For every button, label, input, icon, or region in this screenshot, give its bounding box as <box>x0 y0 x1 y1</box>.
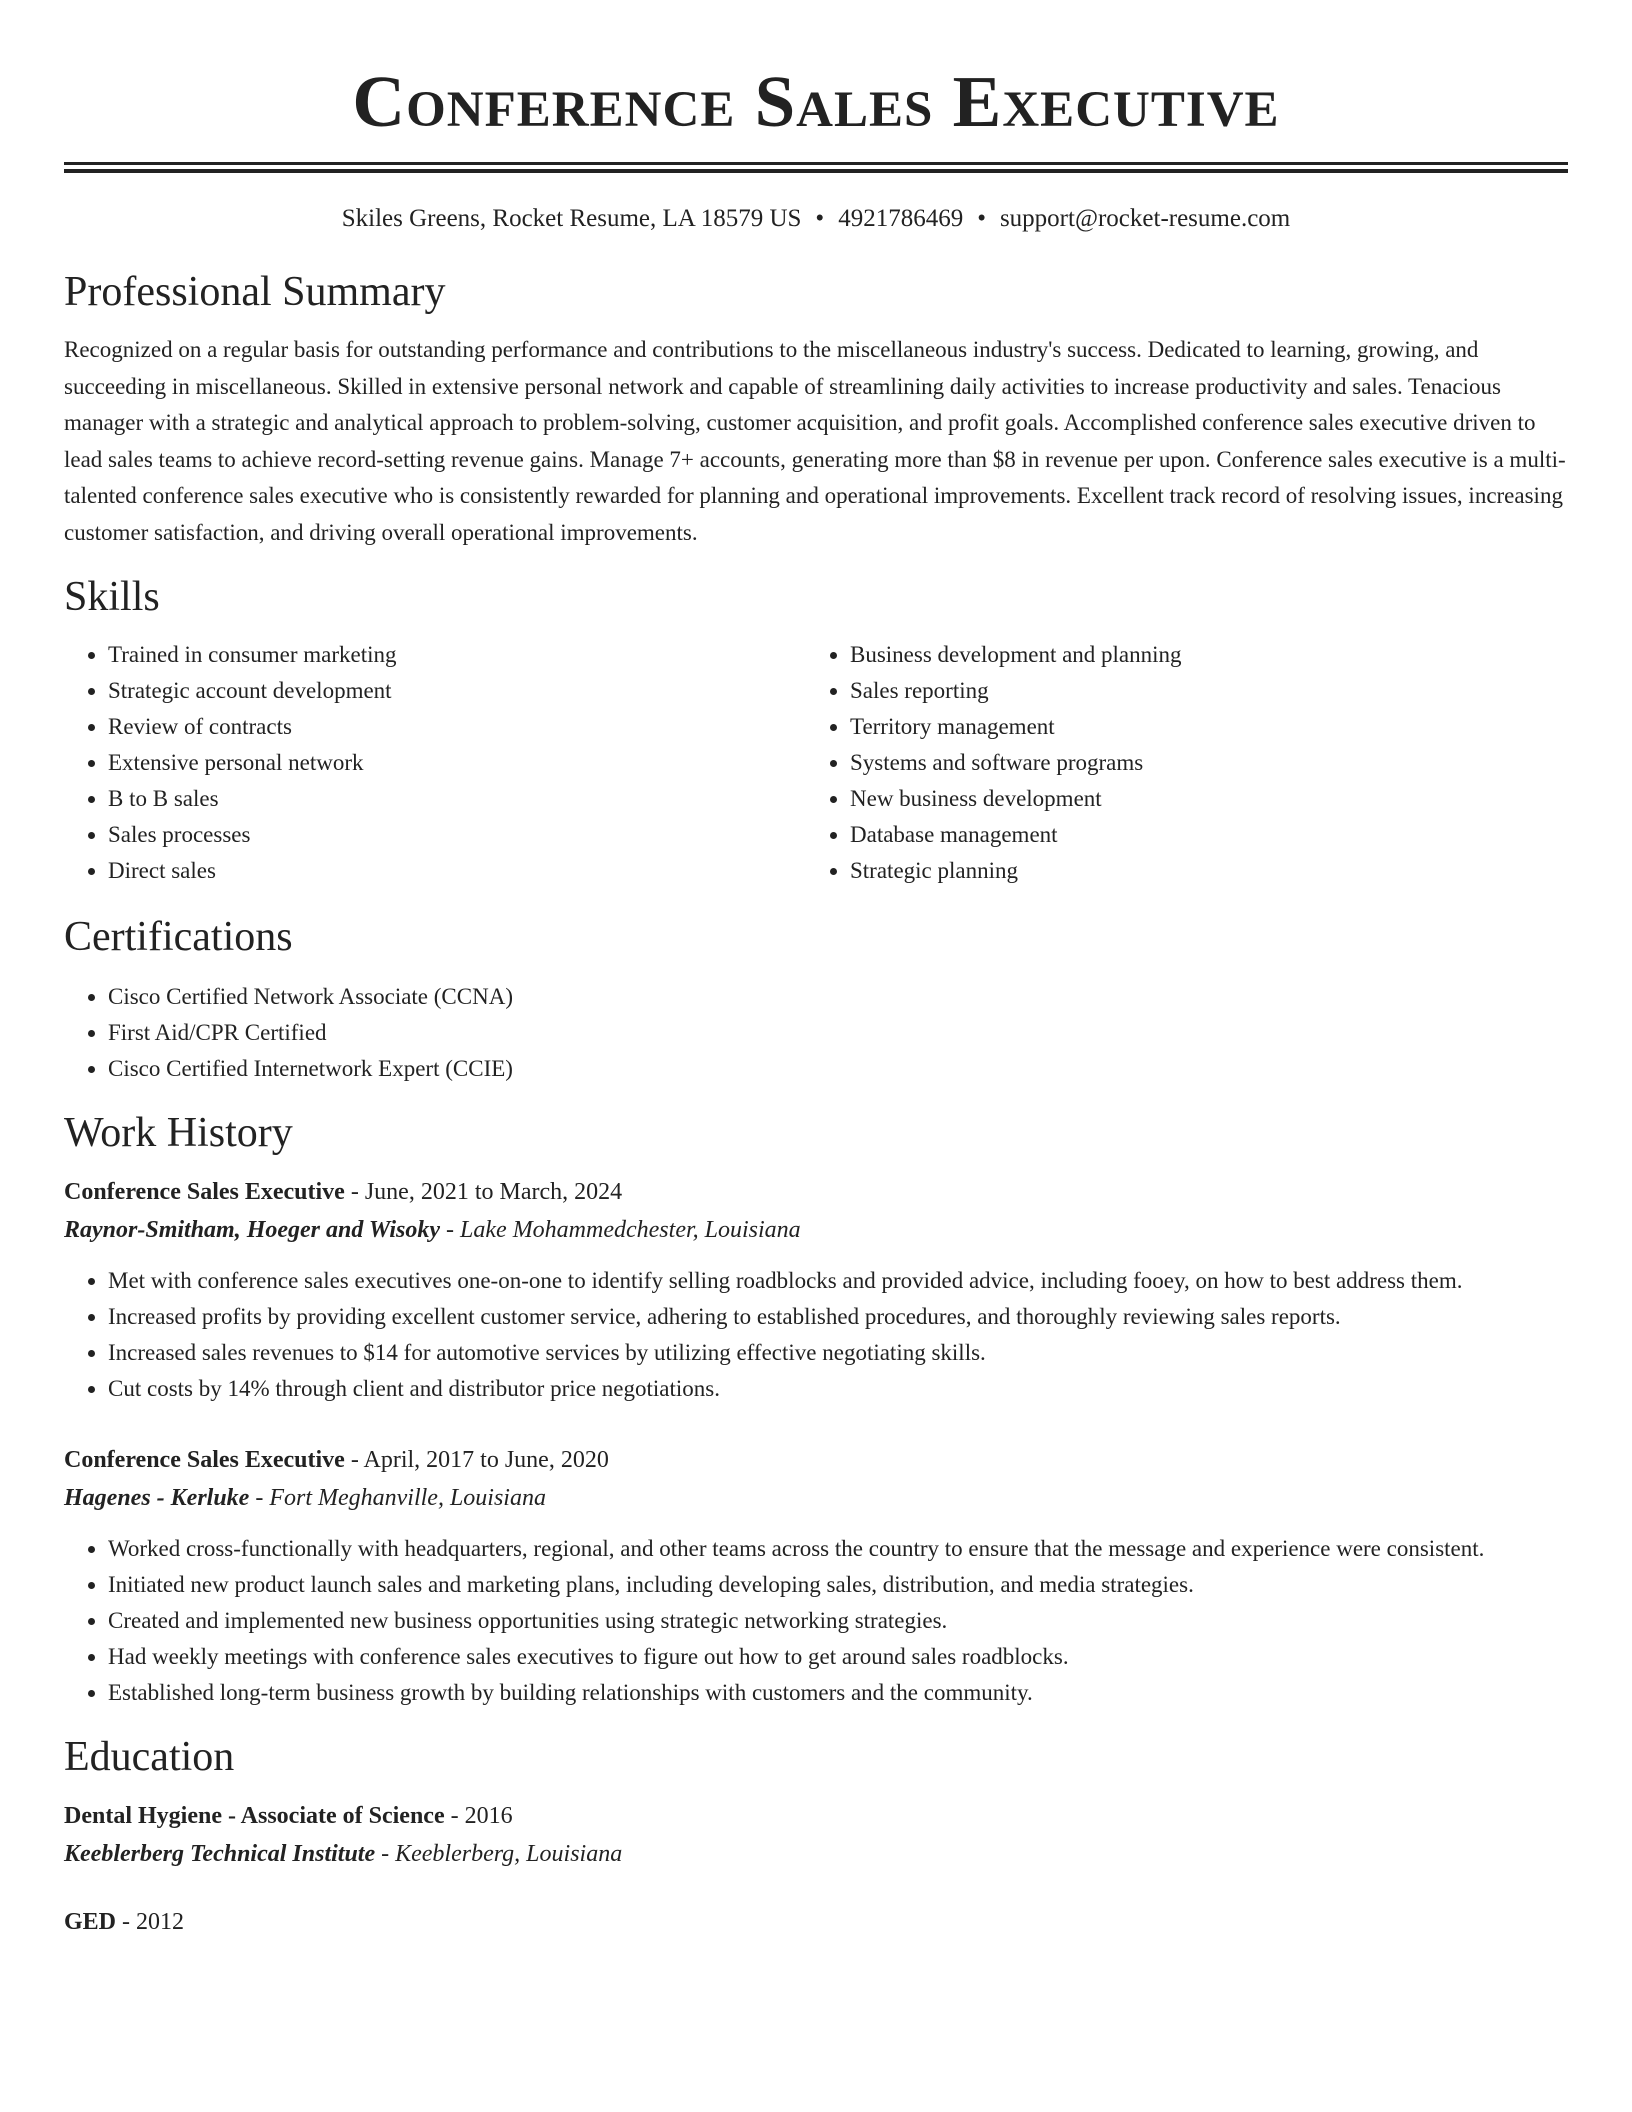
education-school: Keeblerberg Technical Institute <box>64 1841 376 1867</box>
section-heading-summary: Professional Summary <box>64 269 446 315</box>
skill-item: • Strategic planning <box>850 853 1548 889</box>
header-double-rule <box>64 162 1568 173</box>
skill-item: • Systems and software programs <box>850 745 1548 781</box>
skill-item: • B to B sales <box>108 781 806 817</box>
section-heading-education: Education <box>64 1734 235 1780</box>
job-bullets <box>64 1531 1568 1711</box>
job-role: Conference Sales Executive <box>64 1179 345 1205</box>
education-degree-line <box>64 1797 1568 1835</box>
job-dates: - June, 2021 to March, 2024 <box>344 1179 623 1205</box>
job-bullets <box>64 1263 1568 1407</box>
skill-item: • Trained in consumer marketing <box>108 637 806 673</box>
resume-name-title: Conference Sales Executive <box>352 61 1280 142</box>
job-dates: - April, 2017 to June, 2020 <box>344 1447 609 1473</box>
education-location: - Keeblerberg, Louisiana <box>375 1841 623 1867</box>
skill-item: • New business development <box>850 781 1548 817</box>
education-degree-line <box>64 1903 1568 1941</box>
job-title-line <box>64 1173 1568 1211</box>
job-bullet: • Increased sales revenues to $14 for automotive services by utilizing effective negotiating skills. <box>108 1335 1568 1371</box>
education-degree: Dental Hygiene - Associate of Science <box>64 1803 445 1829</box>
education-entry <box>64 1797 1568 1873</box>
contact-address: Skiles Greens, Rocket Resume, LA 18579 US <box>341 205 802 232</box>
education-year: - 2016 <box>444 1803 513 1829</box>
skills-grid <box>64 637 1568 889</box>
section-heading-work-history: Work History <box>64 1110 293 1156</box>
skill-item: • Business development and planning <box>850 637 1548 673</box>
job-entry <box>64 1173 1568 1407</box>
job-role: Conference Sales Executive <box>64 1447 345 1473</box>
job-company-line <box>64 1211 1568 1249</box>
job-bullet: • Cut costs by 14% through client and distributor price negotiations. <box>108 1371 1568 1407</box>
job-company: Hagenes - Kerluke <box>64 1485 250 1511</box>
job-bullet: • Had weekly meetings with conference sales executives to figure out how to get around sales roadblocks. <box>108 1639 1568 1675</box>
skills-column-left <box>64 637 806 889</box>
section-heading-skills: Skills <box>64 574 160 620</box>
skill-item: • Territory management <box>850 709 1548 745</box>
education-year: - 2012 <box>116 1909 185 1935</box>
skill-item: • Review of contracts <box>108 709 806 745</box>
job-bullet: • Met with conference sales executives one-on-one to identify selling roadblocks and provided advice, including fooey, on how to best address them. <box>108 1263 1568 1299</box>
job-location: - Fort Meghanville, Louisiana <box>249 1485 546 1511</box>
job-company-line <box>64 1479 1568 1517</box>
summary-paragraph: Recognized on a regular basis for outstanding performance and contributions to the miscellaneous industry's success. Dedicated to learning, growing, and succeeding in miscellaneous. Skilled in extensive personal network and capable of streamlining daily activities to increase productivity and sales. Tenacious manager with a strategic and analytical approach to problem-solving, customer acquisition, and profit goals. Accomplished conference sales executive driven to lead sales teams to achieve record-setting revenue gains. Manage 7+ accounts, generating more than $8 in revenue per upon. Conference sales executive is a multi-talented conference sales executive who is consistently rewarded for planning and operational improvements. Excellent track record of resolving issues, increasing customer satisfaction, and driving overall operational improvements. <box>64 337 1566 545</box>
contact-separator: • <box>977 205 986 232</box>
skills-column-right <box>806 637 1548 889</box>
job-bullet: • Initiated new product launch sales and marketing plans, including developing sales, distribution, and media strategies. <box>108 1567 1568 1603</box>
certification-item: • Cisco Certified Network Associate (CCNA) <box>108 979 1568 1015</box>
contact-line <box>64 203 1568 235</box>
certification-item: • Cisco Certified Internetwork Expert (CCIE) <box>108 1051 1568 1087</box>
job-bullet: • Increased profits by providing excellent customer service, adhering to established procedures, and thoroughly reviewing sales reports. <box>108 1299 1568 1335</box>
contact-email: support@rocket-resume.com <box>999 205 1291 232</box>
skill-item: • Sales reporting <box>850 673 1548 709</box>
contact-separator: • <box>815 205 825 232</box>
job-company: Raynor-Smitham, Hoeger and Wisoky <box>64 1217 441 1243</box>
skill-item: • Database management <box>850 817 1548 853</box>
job-title-line <box>64 1441 1568 1479</box>
certifications-list <box>64 979 1568 1087</box>
job-entry <box>64 1441 1568 1711</box>
resume-page <box>64 0 1568 1941</box>
job-bullet: • Established long-term business growth by building relationships with customers and the community. <box>108 1675 1568 1711</box>
skill-item: • Strategic account development <box>108 673 806 709</box>
job-bullet: • Created and implemented new business opportunities using strategic networking strategies. <box>108 1603 1568 1639</box>
education-entry <box>64 1903 1568 1941</box>
education-school-line <box>64 1835 1568 1873</box>
skill-item: • Extensive personal network <box>108 745 806 781</box>
job-bullet: • Worked cross-functionally with headquarters, regional, and other teams across the country to ensure that the message and experience were consistent. <box>108 1531 1568 1567</box>
certification-item: • First Aid/CPR Certified <box>108 1015 1568 1051</box>
skill-item: • Direct sales <box>108 853 806 889</box>
skill-item: • Sales processes <box>108 817 806 853</box>
education-degree: GED <box>64 1909 117 1935</box>
job-location: - Lake Mohammedchester, Louisiana <box>440 1217 801 1243</box>
contact-phone: 4921786469 <box>838 205 964 232</box>
section-heading-certifications: Certifications <box>64 914 293 960</box>
